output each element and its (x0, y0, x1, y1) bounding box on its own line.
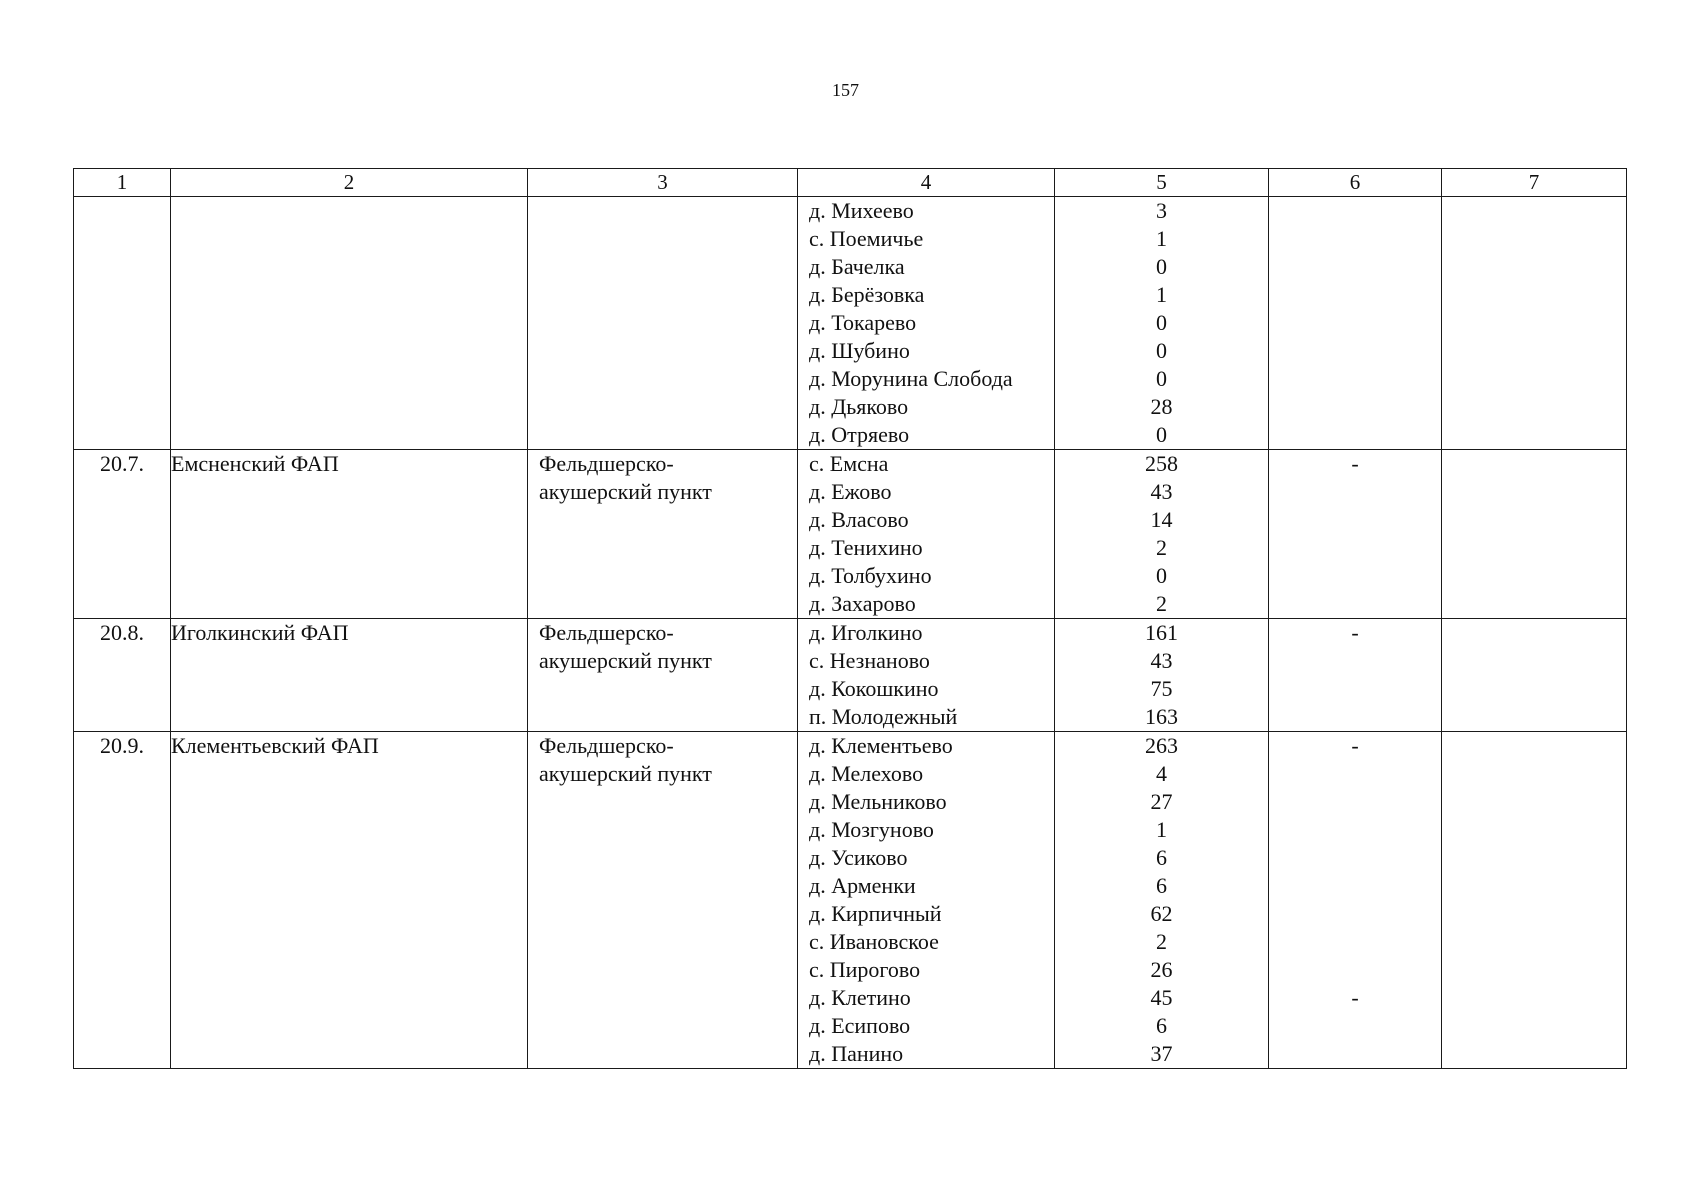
population-value: 0 (1156, 563, 1167, 588)
settlement-name: д. Михеево (809, 198, 914, 223)
population-value: 6 (1156, 873, 1167, 898)
settlements-cell (798, 732, 1055, 1069)
column-6-cell (1269, 732, 1442, 1069)
header-cell: 4 (798, 169, 1055, 197)
settlement-name: д. Толбухино (809, 563, 932, 588)
population-value: 0 (1156, 338, 1167, 363)
settlements-table (73, 168, 1627, 1069)
settlement-name: д. Бачелка (809, 254, 905, 279)
table-row (74, 197, 1627, 450)
table-row (74, 450, 1627, 619)
facility-type-cell (528, 619, 798, 732)
population-value: 43 (1150, 479, 1173, 504)
settlement-name: д. Мозгуново (809, 817, 934, 842)
settlement-name: д. Есипово (809, 1013, 911, 1038)
column-6-value (1269, 872, 1441, 900)
settlements-cell (798, 619, 1055, 732)
population-value: 62 (1150, 901, 1173, 926)
column-7-cell (1442, 732, 1627, 1069)
settlement-name: д. Шубино (809, 338, 910, 363)
settlement-name: д. Захарово (809, 591, 916, 616)
column-7-cell (1442, 197, 1627, 450)
facility-type-cell (528, 450, 798, 619)
population-cell (1055, 732, 1269, 1069)
column-6-value (1269, 281, 1441, 309)
column-6-value (1269, 562, 1441, 590)
settlement-name: д. Клетино (809, 985, 911, 1010)
population-value: 263 (1145, 733, 1178, 758)
column-6-value (1269, 760, 1441, 788)
column-6-value: - (1351, 985, 1359, 1010)
settlement-name: д. Мельниково (809, 789, 947, 814)
population-value: 1 (1156, 817, 1167, 842)
settlements-cell (798, 450, 1055, 619)
settlement-name: д. Кирпичный (809, 901, 942, 926)
facility-type-line: Фельдшерско- (539, 451, 674, 476)
facility-type-line: акушерский пункт (539, 479, 712, 504)
facility-type-cell (528, 197, 798, 450)
settlement-name: д. Клементьево (809, 733, 953, 758)
row-number-cell (74, 197, 171, 450)
settlement-name: д. Ежово (809, 479, 892, 504)
column-6-value (1269, 478, 1441, 506)
column-6-value (1269, 365, 1441, 393)
settlement-name: с. Пирогово (809, 957, 921, 982)
page-number: 157 (832, 80, 859, 100)
column-6-value (1269, 647, 1441, 675)
population-cell (1055, 197, 1269, 450)
population-value: 26 (1150, 957, 1173, 982)
column-6-value (1269, 590, 1441, 618)
settlement-name: д. Кокошкино (809, 676, 939, 701)
column-6-cell (1269, 197, 1442, 450)
header-cell: 3 (528, 169, 798, 197)
population-value: 28 (1150, 394, 1173, 419)
population-value: 14 (1150, 507, 1173, 532)
header-cell: 6 (1269, 169, 1442, 197)
facility-type-line: акушерский пункт (539, 648, 712, 673)
column-6-value (1269, 703, 1441, 731)
column-6-value (1269, 1040, 1441, 1068)
settlement-name: д. Панино (809, 1041, 904, 1066)
facility-name-cell: Клементьевский ФАП (171, 732, 528, 1069)
column-6-value (1269, 253, 1441, 281)
column-6-value (1269, 1012, 1441, 1040)
population-value: 1 (1156, 226, 1167, 251)
row-number-cell: 20.9. (74, 732, 171, 1069)
population-value: 6 (1156, 1013, 1167, 1038)
population-value: 2 (1156, 929, 1167, 954)
settlement-name: д. Арменки (809, 873, 916, 898)
settlement-name: с. Емсна (809, 451, 889, 476)
population-value: 2 (1156, 591, 1167, 616)
column-6-value (1269, 900, 1441, 928)
settlement-name: д. Мелехово (809, 761, 924, 786)
settlement-name: д. Тенихино (809, 535, 923, 560)
header-cell: 2 (171, 169, 528, 197)
population-value: 0 (1156, 310, 1167, 335)
settlement-name: с. Ивановское (809, 929, 939, 954)
column-7-cell (1442, 619, 1627, 732)
facility-type-line: акушерский пункт (539, 761, 712, 786)
header-cell: 5 (1055, 169, 1269, 197)
population-value: 4 (1156, 761, 1167, 786)
population-value: 2 (1156, 535, 1167, 560)
population-value: 37 (1150, 1041, 1173, 1066)
population-value: 258 (1145, 451, 1178, 476)
column-6-cell (1269, 619, 1442, 732)
row-number-cell: 20.7. (74, 450, 171, 619)
column-6-value (1269, 309, 1441, 337)
settlement-name: п. Молодежный (809, 704, 958, 729)
settlement-name: д. Дьяково (809, 394, 909, 419)
settlement-name: д. Токарево (809, 310, 917, 335)
column-6-value: - (1351, 733, 1359, 758)
row-number-cell: 20.8. (74, 619, 171, 732)
settlement-name: д. Иголкино (809, 620, 923, 645)
facility-type-line: Фельдшерско- (539, 620, 674, 645)
settlement-name: д. Усиково (809, 845, 908, 870)
table-row (74, 732, 1627, 1069)
facility-name-cell: Иголкинский ФАП (171, 619, 528, 732)
header-row (74, 169, 1627, 197)
column-6-value (1269, 928, 1441, 956)
population-value: 0 (1156, 366, 1167, 391)
settlements-cell (798, 197, 1055, 450)
column-6-value (1269, 421, 1441, 449)
column-6-value: - (1351, 451, 1359, 476)
facility-name-cell: Емсненский ФАП (171, 450, 528, 619)
column-6-value (1269, 788, 1441, 816)
population-value: 3 (1156, 198, 1167, 223)
column-6-value (1269, 956, 1441, 984)
population-value: 163 (1145, 704, 1178, 729)
facility-name-cell (171, 197, 528, 450)
settlement-name: д. Морунина Слобода (809, 366, 1013, 391)
population-value: 0 (1156, 254, 1167, 279)
column-6-value (1269, 506, 1441, 534)
header-cell: 1 (74, 169, 171, 197)
column-6-value (1269, 844, 1441, 872)
population-value: 27 (1150, 789, 1173, 814)
facility-type-line: Фельдшерско- (539, 733, 674, 758)
population-value: 161 (1145, 620, 1178, 645)
settlement-name: с. Незнаново (809, 648, 930, 673)
header-cell: 7 (1442, 169, 1627, 197)
table-row (74, 619, 1627, 732)
population-value: 1 (1156, 282, 1167, 307)
column-7-cell (1442, 450, 1627, 619)
column-6-value (1269, 816, 1441, 844)
population-value: 43 (1150, 648, 1173, 673)
column-6-value: - (1351, 620, 1359, 645)
column-6-value (1269, 393, 1441, 421)
column-6-value (1269, 337, 1441, 365)
settlement-name: д. Берёзовка (809, 282, 925, 307)
population-value: 75 (1150, 676, 1173, 701)
population-cell (1055, 619, 1269, 732)
column-6-value (1269, 225, 1441, 253)
column-6-value (1269, 197, 1441, 225)
facility-type-cell (528, 732, 798, 1069)
settlement-name: с. Поемичье (809, 226, 924, 251)
population-value: 0 (1156, 422, 1167, 447)
population-cell (1055, 450, 1269, 619)
column-6-cell (1269, 450, 1442, 619)
population-value: 45 (1150, 985, 1173, 1010)
population-value: 6 (1156, 845, 1167, 870)
column-6-value (1269, 675, 1441, 703)
column-6-value (1269, 534, 1441, 562)
settlement-name: д. Отряево (809, 422, 910, 447)
settlement-name: д. Власово (809, 507, 909, 532)
